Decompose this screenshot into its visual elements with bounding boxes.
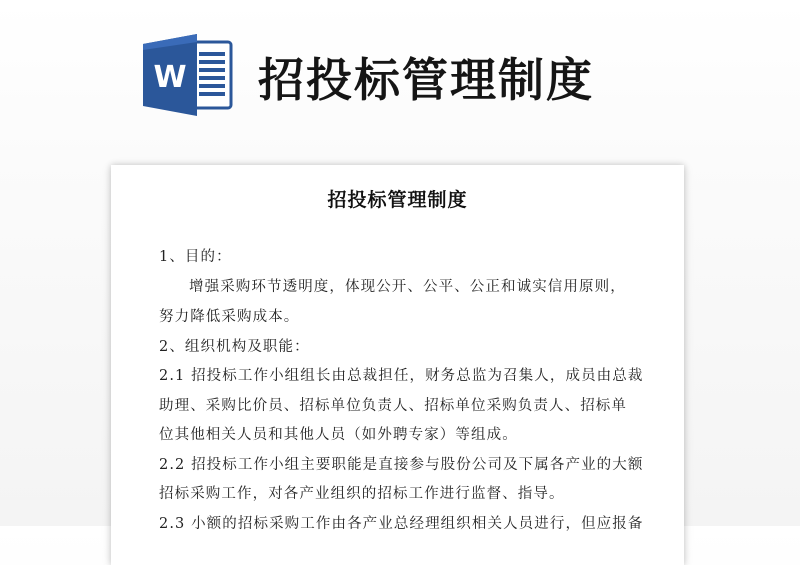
document-title: 招投标管理制度	[327, 189, 468, 211]
document-page	[111, 165, 684, 565]
paragraph-line: 2.3 小额的招标采购工作由各产业总经理组织相关人员进行，但应报备	[159, 516, 644, 532]
paragraph-line: 2.1 招投标工作小组组长由总裁担任，财务总监为召集人，成员由总裁	[159, 368, 644, 384]
paragraph-line: 增强采购环节透明度，体现公开、公平、公正和诚实信用原则，	[189, 279, 626, 295]
header	[0, 0, 800, 140]
page-title: 招投标管理制度	[258, 53, 594, 107]
word-icon-letter: W	[153, 60, 187, 95]
section-heading: 1、目的：	[159, 249, 232, 265]
word-icon	[141, 32, 233, 116]
section-heading: 2、组织机构及职能：	[159, 339, 310, 355]
paragraph-line: 位其他相关人员和其他人员（如外聘专家）等组成。	[159, 427, 518, 443]
paragraph-line: 努力降低采购成本。	[159, 309, 300, 325]
paragraph-line: 2.2 招投标工作小组主要职能是直接参与股份公司及下属各产业的大额	[159, 457, 644, 473]
paragraph-line: 助理、采购比价员、招标单位负责人、招标单位采购负责人、招标单	[159, 398, 627, 414]
paragraph-line: 招标采购工作，对各产业组织的招标工作进行监督、指导。	[159, 486, 565, 502]
